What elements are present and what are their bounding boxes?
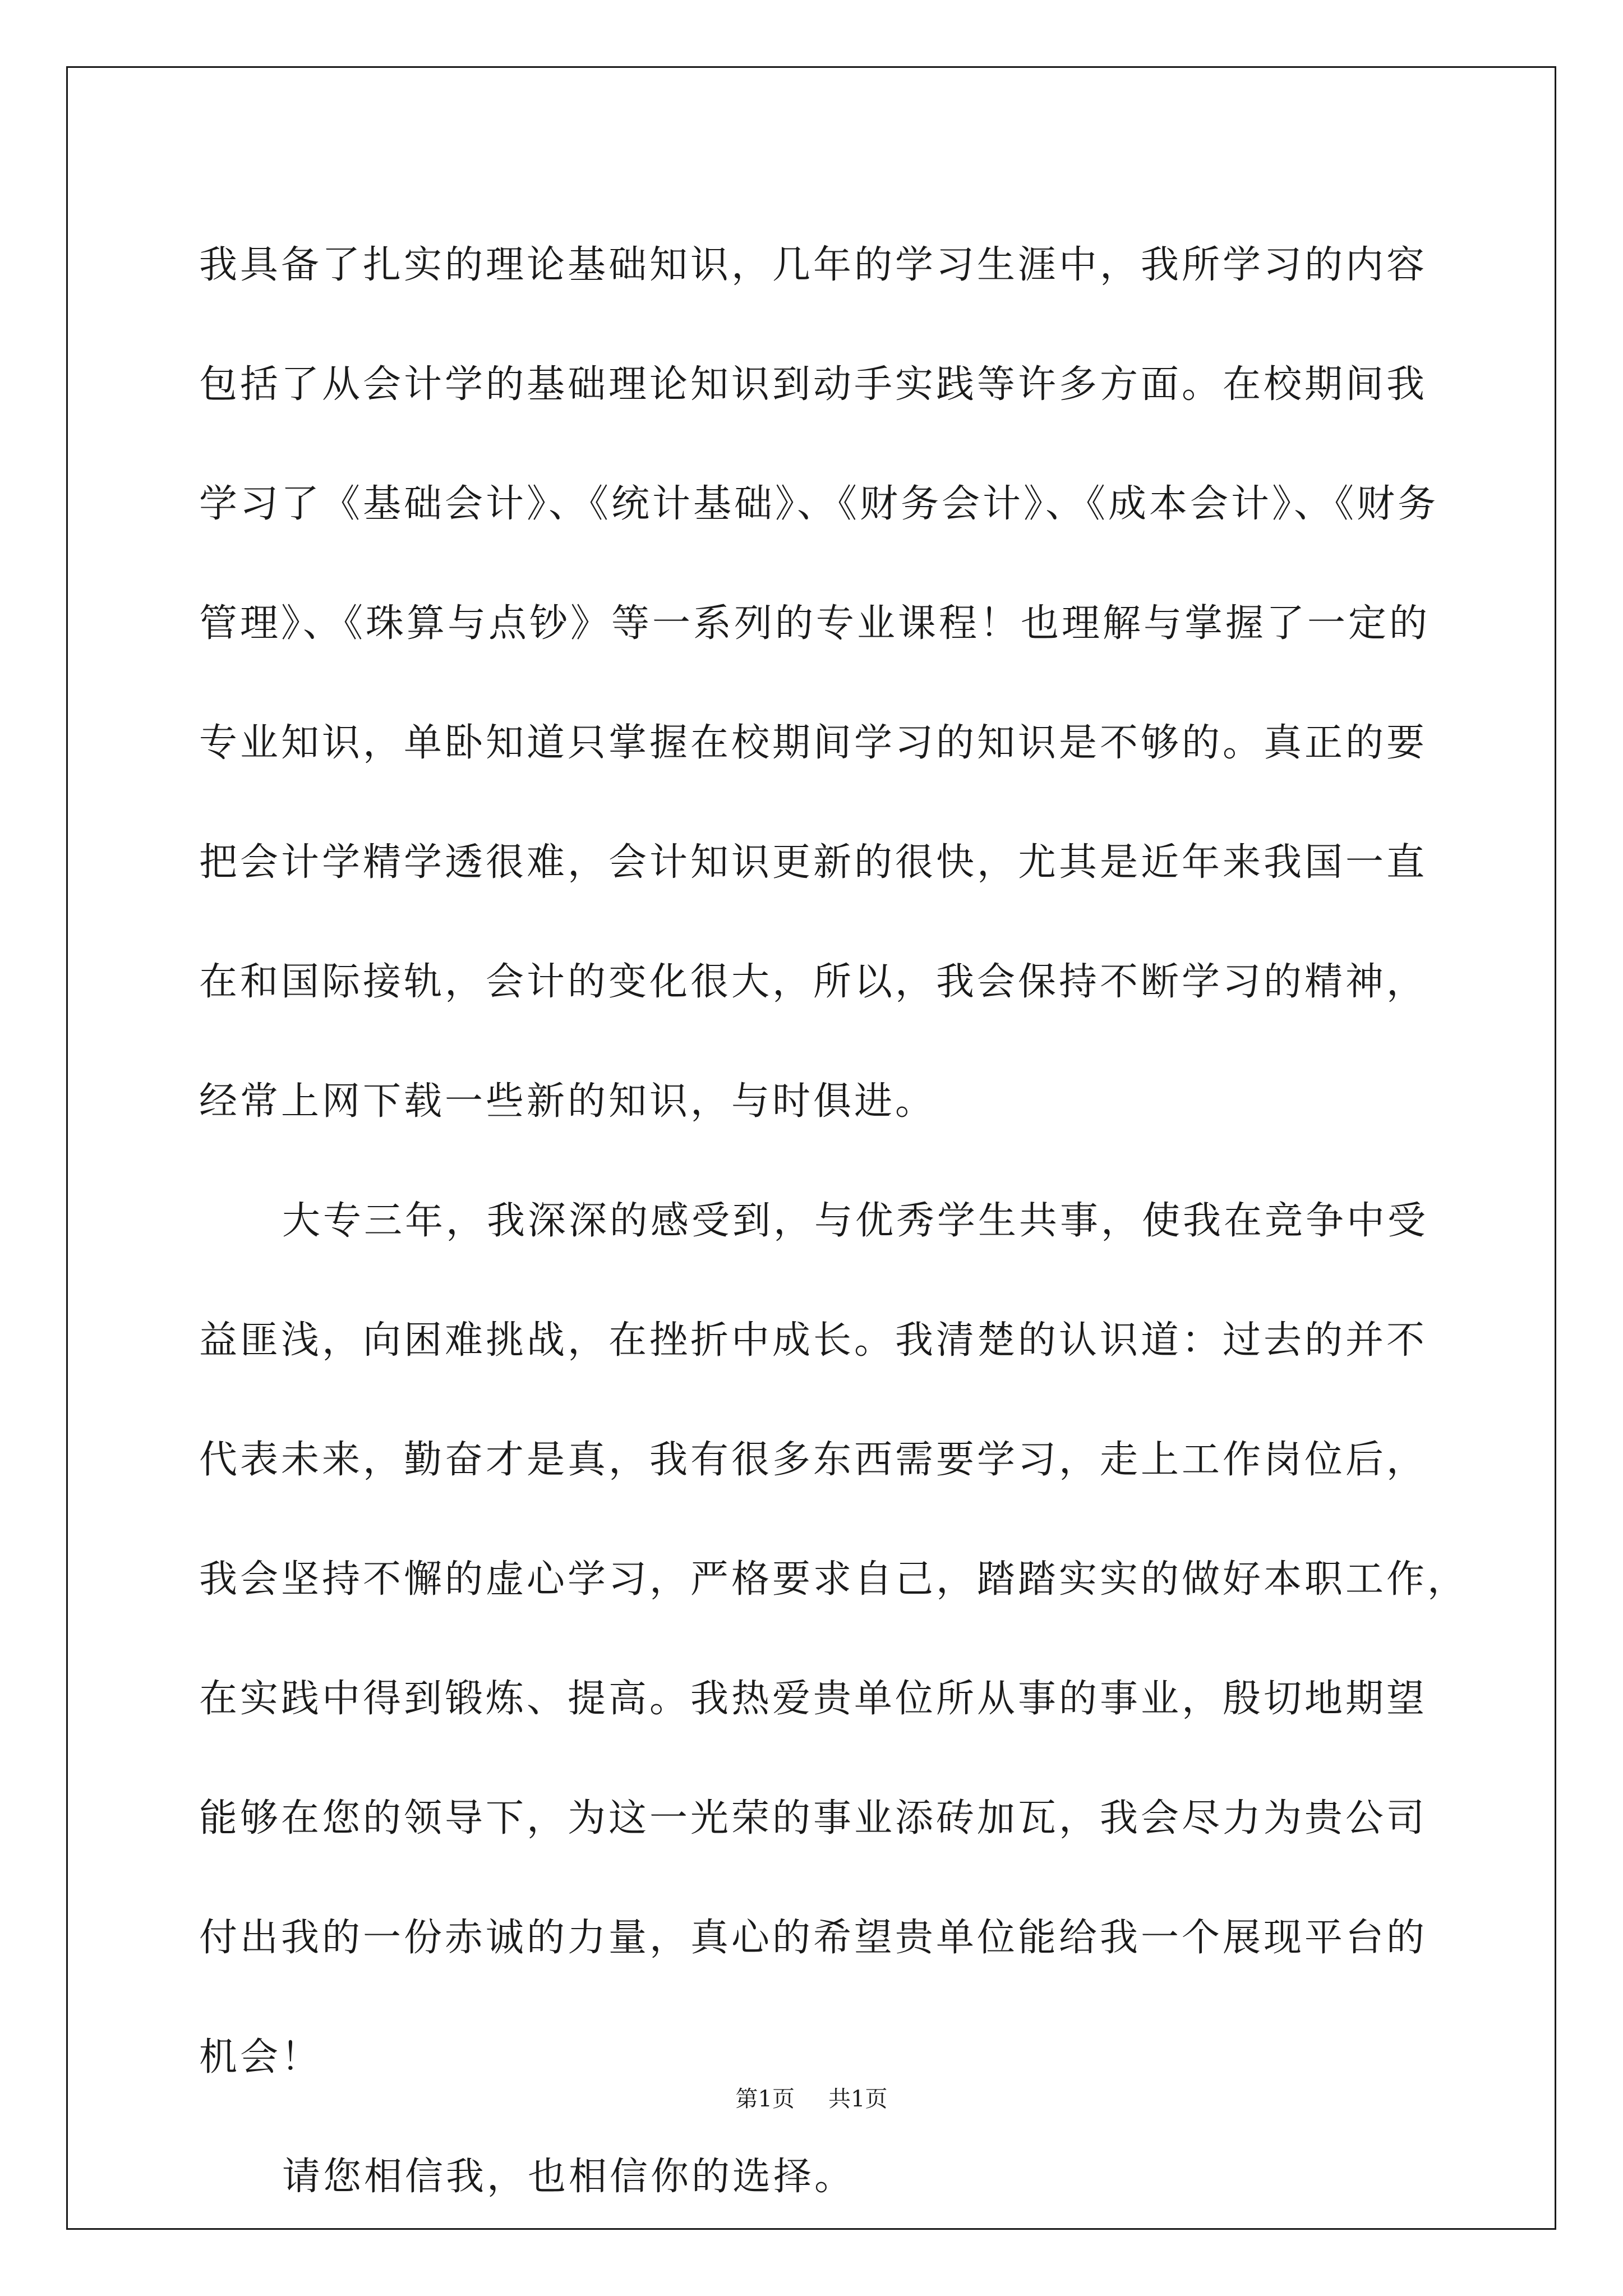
text-line: 专业知识，单卧知道只掌握在校期间学习的知识是不够的。真正的要 (199, 721, 1428, 765)
text-line: 在和国际接轨，会计的变化很大，所以，我会保持不断学习的精神， (199, 960, 1428, 1004)
page-total: 共1页 (828, 2086, 888, 2112)
text-line: 经常上网下载一些新的知识，与时俱进。 (199, 1079, 937, 1124)
text-line: 学习了《基础会计》、《统计基础》、《财务会计》、《成本会计》、《财务 (199, 482, 1439, 526)
text-line: 我会坚持不懈的虚心学习，严格要求自己，踏踏实实的做好本职工作， (199, 1557, 1469, 1602)
text-line: 代表未来，勤奋才是真，我有很多东西需要学习，走上工作岗位后， (199, 1438, 1428, 1482)
text-line: 包括了从会计学的基础理论知识到动手实践等许多方面。在校期间我 (199, 362, 1428, 407)
text-line: 大专三年，我深深的感受到，与优秀学生共事，使我在竞争中受 (282, 1199, 1429, 1243)
text-line: 在实践中得到锻炼、提高。我热爱贵单位所从事的事业，殷切地期望 (199, 1677, 1428, 1721)
text-line: 益匪浅，向困难挑战，在挫折中成长。我清楚的认识道：过去的并不 (199, 1318, 1428, 1363)
text-line: 请您相信我，也相信你的选择。 (282, 2155, 856, 2199)
page-number: 第1页 (735, 2086, 795, 2112)
text-line: 付出我的一份赤诚的力量，真心的希望贵单位能给我一个展现平台的 (199, 1916, 1428, 1960)
text-line: 机会！ (199, 2035, 322, 2079)
page-footer (0, 2081, 1623, 2113)
document-body (199, 205, 1467, 2237)
text-line: 把会计学精学透很难，会计知识更新的很快，尤其是近年来我国一直 (199, 840, 1428, 885)
text-line: 管理》、《珠算与点钞》等一系列的专业课程！也理解与掌握了一定的 (199, 601, 1431, 646)
text-line: 我具备了扎实的理论基础知识，几年的学习生涯中，我所学习的内容 (199, 243, 1428, 287)
text-line: 能够在您的领导下，为这一光荣的事业添砖加瓦，我会尽力为贵公司 (199, 1796, 1428, 1841)
